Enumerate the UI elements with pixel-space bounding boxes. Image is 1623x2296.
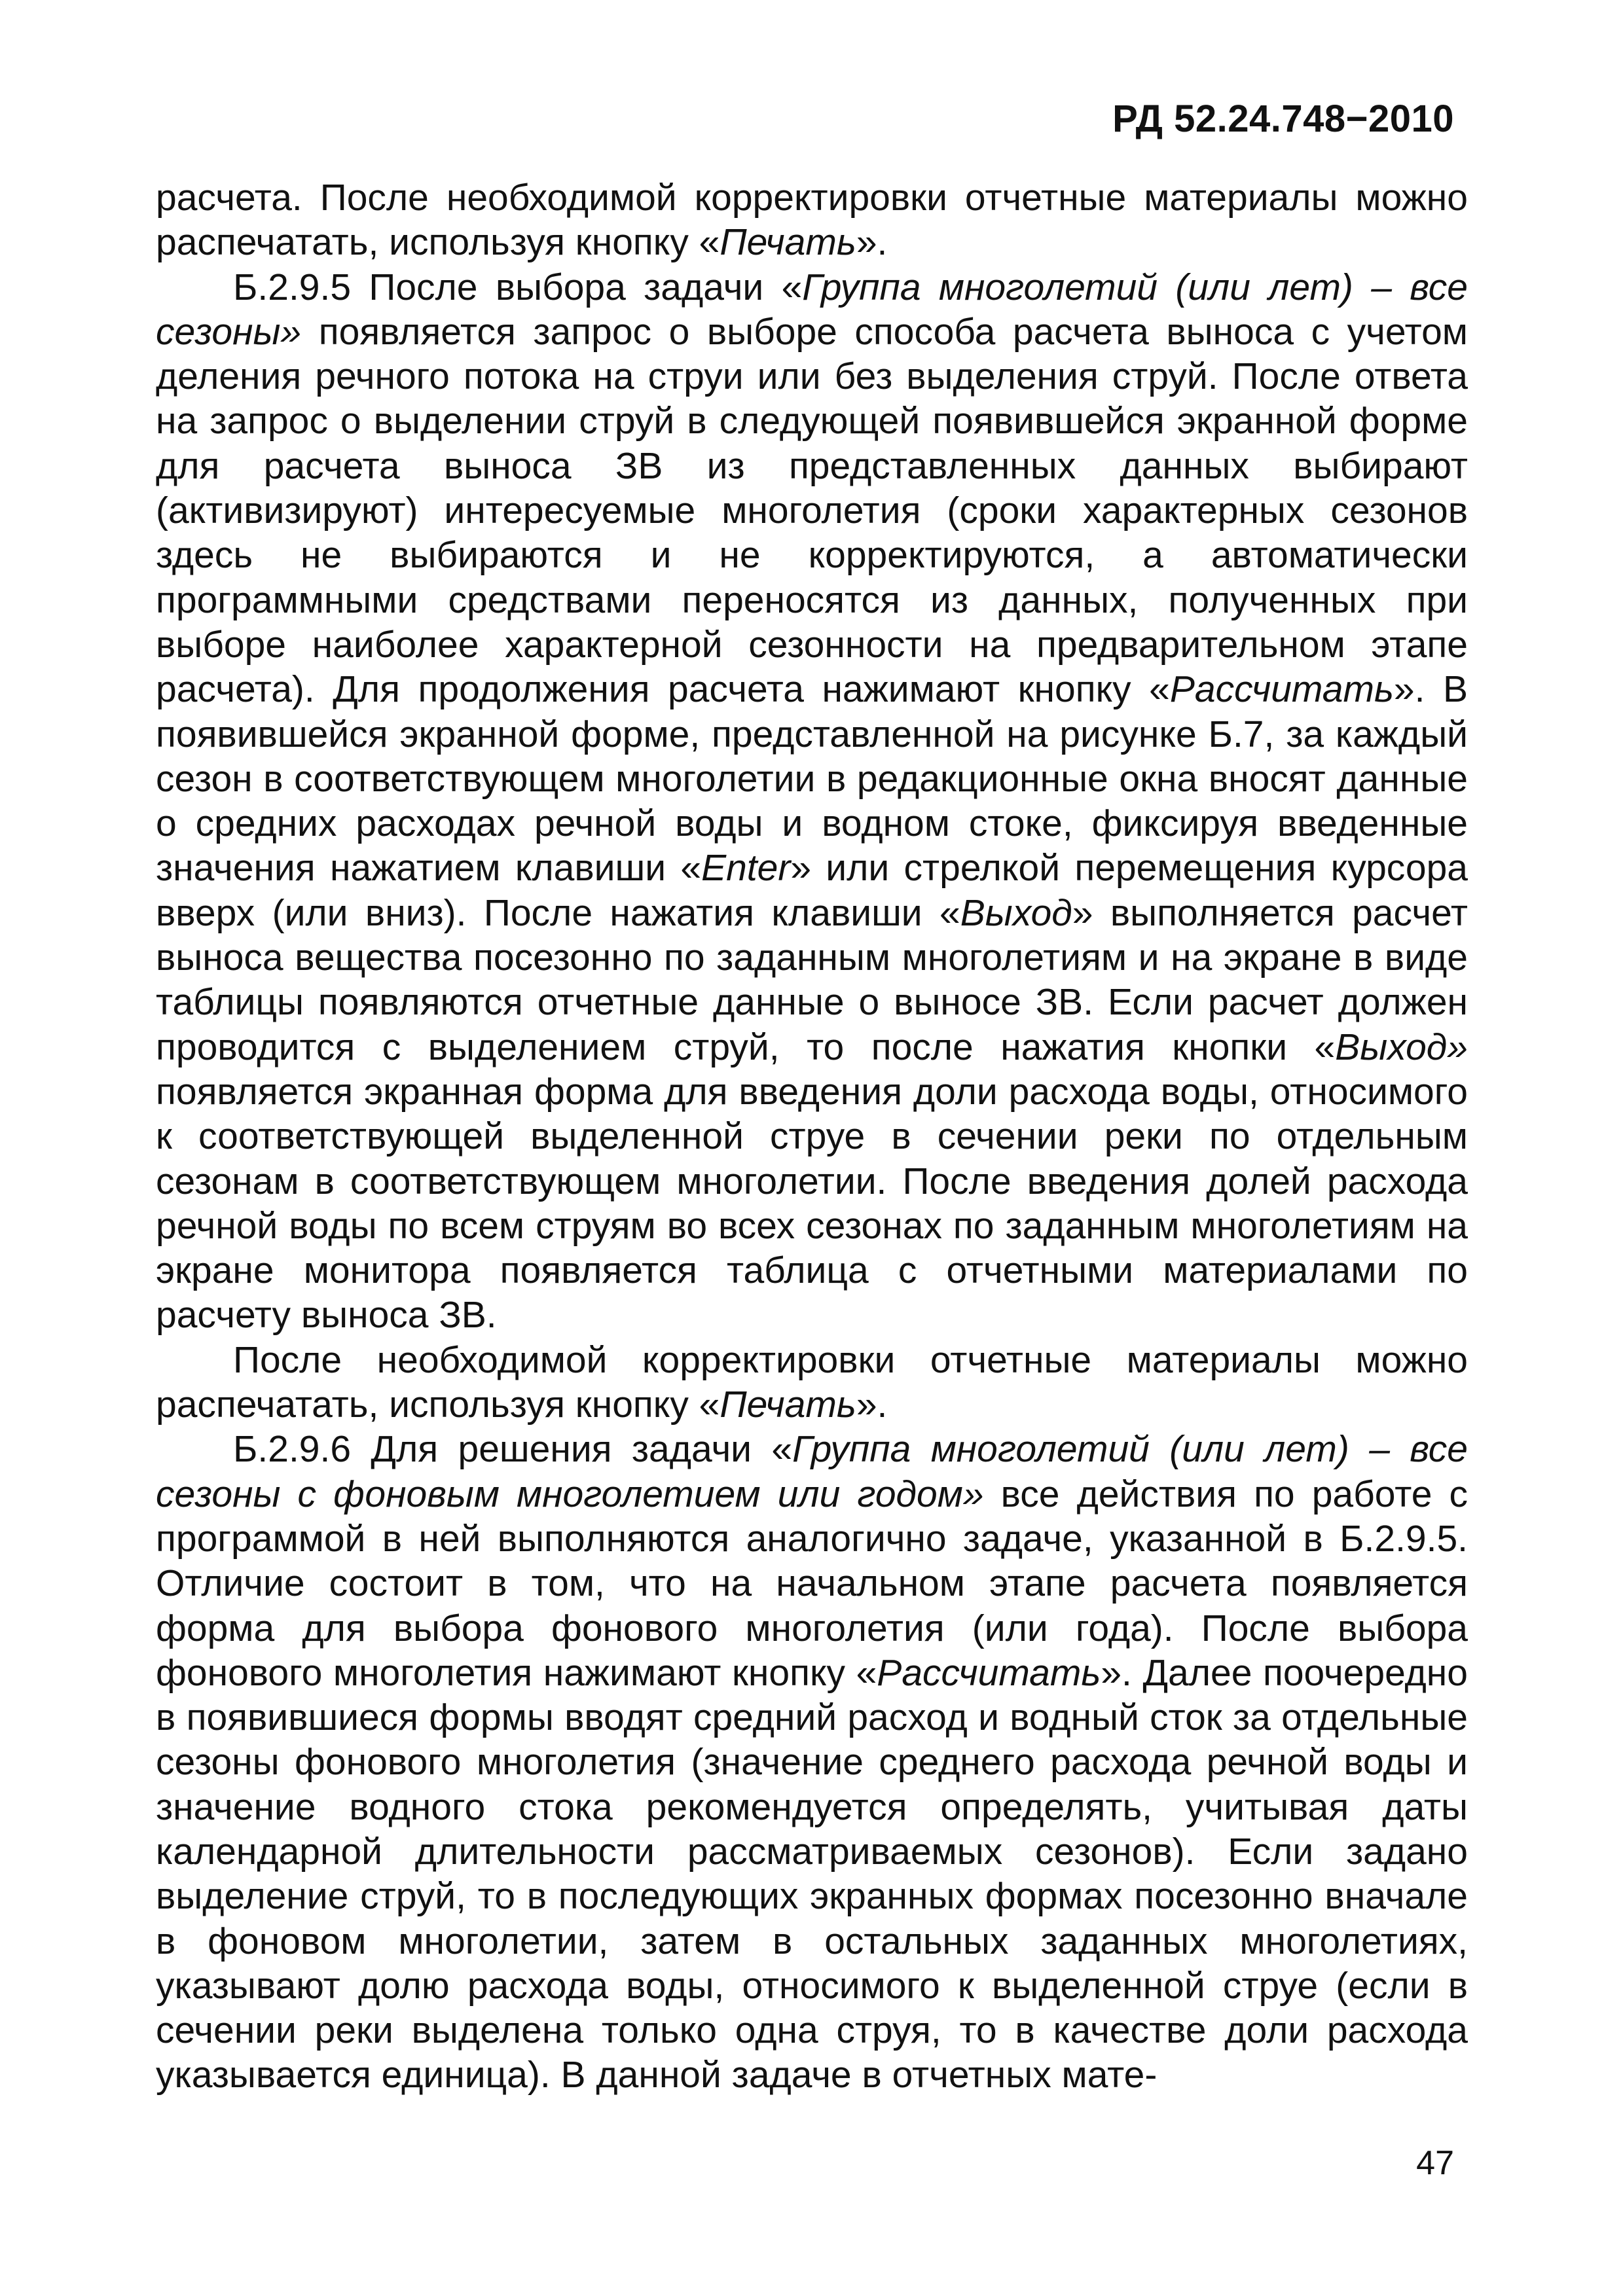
text-run: ». xyxy=(856,1384,888,1426)
paragraph-continuation xyxy=(156,175,1468,265)
button-name-print: Печать xyxy=(720,1384,856,1426)
button-name-calculate: Рассчитать xyxy=(1169,668,1394,711)
text-run: ». Далее поочередно в появившиеся формы вводят средний расход и водный сток за отдельные сезоны фонового многолетия (значение среднего расхода речной воды и значение водного стока рекомендуется определять, учитывая даты календарной длительности рассматриваемых сезонов). Если задано выделение струй, то в последующих экранных формах посезонно вначале в фоновом многолетии, затем в остальных заданных многолетиях, указывают долю расхода воды, относимого к выделенной струе (если в сечении реки выделена только одна струя, то в качестве доли расхода указывается единица). В данной задаче в отчетных мате- xyxy=(156,1651,1468,2096)
text-run: » выполняется расчет выноса вещества посезонно по заданным многолетиям и на экране в виде таблицы появляются отчетные данные о выносе ЗВ. Если расчет должен проводится с выделением струй, то после нажатия кнопки « xyxy=(156,891,1468,1068)
text-run: » или стрелкой перемещения курсора вверх (или вниз). После нажатия клавиши « xyxy=(156,847,1468,934)
document-code-header: РД 52.24.748−2010 xyxy=(1112,98,1454,140)
button-name-exit: Выход» xyxy=(1335,1026,1468,1068)
key-name-enter: Enter xyxy=(701,847,791,889)
page-number: 47 xyxy=(1416,2144,1454,2182)
paragraph-print-note xyxy=(156,1338,1468,1427)
paragraph-b-2-9-6 xyxy=(156,1427,1468,2097)
text-run: появляется экранная форма для введения доли расхода воды, относимого к соответствующей выделенной струе в сечении реки по отдельным сезонам в соответствующем многолетии. После введения долей расхода речной воды по всем струям во всех сезонах по заданным многолетиям на экране монитора появляется таблица с отчетными материалами по расчету выноса ЗВ. xyxy=(156,1070,1468,1336)
text-run: все действия по работе с программой в ней выполняются аналогично задаче, указанной в Б.2.9.5. Отличие состоит в том, что на начальном этапе расчета появляется форма для выбора фонового многолетия (или года). После выбора фонового многолетия нажимают кнопку « xyxy=(156,1473,1468,1694)
button-name-calculate: Рассчитать xyxy=(877,1651,1101,1694)
text-run: Б.2.9.5 После выбора задачи « xyxy=(233,266,803,308)
paragraph-b-2-9-5 xyxy=(156,265,1468,1338)
text-run: появляется запрос о выборе способа расчета выноса с учетом деления речного потока на струи или без выделения струй. После ответа на запрос о выделении струй в следующей появившейся экранной форме для расчета выноса ЗВ из представленных данных выбирают (активизируют) интересуемые многолетия (сроки характерных сезонов здесь не выбираются и не корректируются, а автоматически программными средствами переносятся из данных, полученных при выборе наиболее характерной сезонности на предварительном этапе расчета). Для продолжения расчета нажимают кнопку « xyxy=(156,310,1468,711)
task-name: Группа многолетий (или лет) – все сезоны с фоновым многолетием или годом» xyxy=(156,1428,1468,1515)
key-name-exit: Выход xyxy=(960,891,1072,934)
text-run: ». В появившейся экранной форме, представленной на рисунке Б.7, за каждый сезон в соответствующем многолетии в редакционные окна вносят данные о средних расходах речной воды и водном стоке, фиксируя введенные значения нажатием клавиши « xyxy=(156,668,1468,889)
button-name-print: Печать xyxy=(720,221,856,264)
text-run: ». xyxy=(856,221,888,264)
text-run: Б.2.9.6 Для решения задачи « xyxy=(233,1428,793,1471)
body-text xyxy=(156,175,1468,2098)
text-run: После необходимой корректировки отчетные материалы можно распечатать, используя кнопку « xyxy=(156,1338,1468,1426)
text-run: расчета. После необходимой корректировки отчетные материалы можно распечатать, используя кнопку « xyxy=(156,177,1468,264)
task-name: Группа многолетий (или лет) – все сезоны» xyxy=(156,266,1468,353)
